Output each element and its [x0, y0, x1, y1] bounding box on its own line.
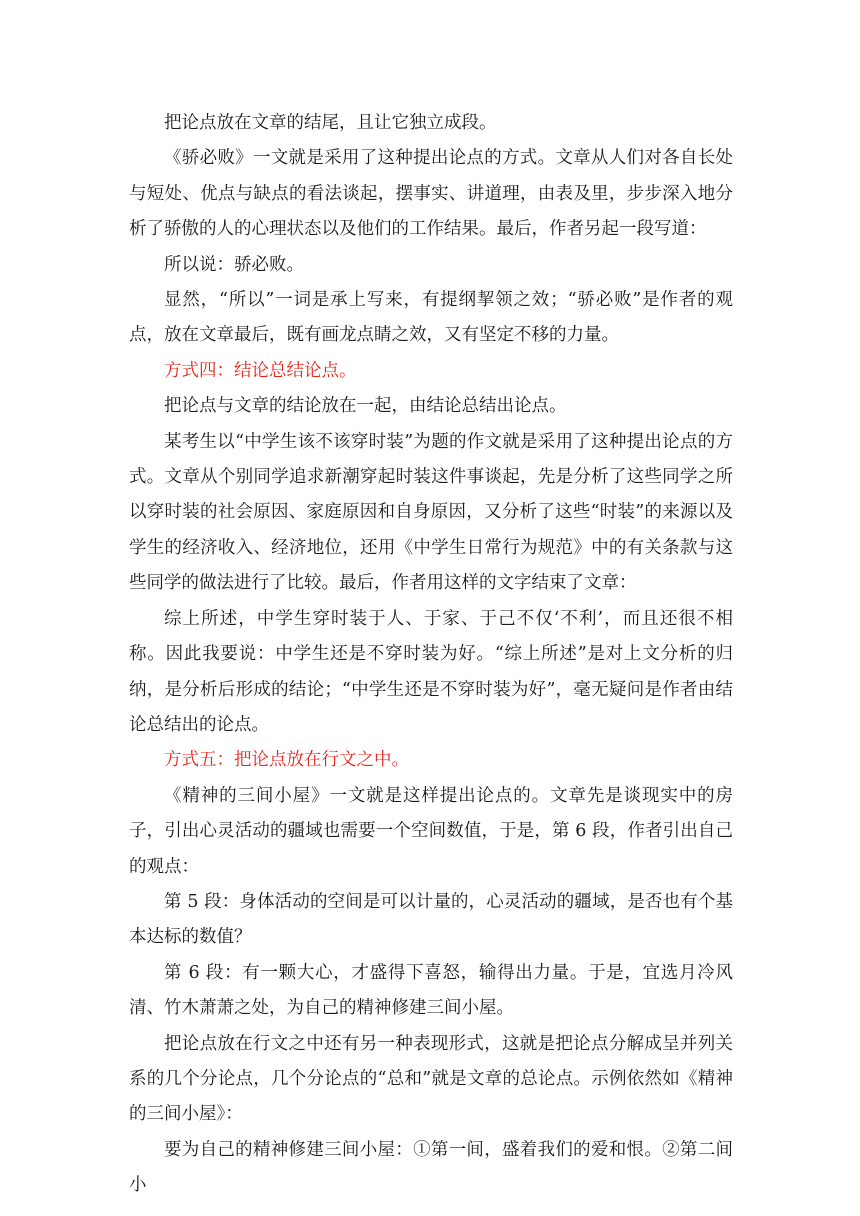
section-heading-method-four: 方式四：结论总结论点。 — [164, 360, 357, 381]
paragraph-sub-arguments-explanation: 把论点放在行文之中还有另一种表现形式，这就是把论点分解成呈并列关系的几个分论点，几个分论点的“总和”就是文章的总论点。示例依然如《精神的三间小屋》： — [129, 1033, 733, 1125]
paragraph-three-rooms-list: 要为自己的精神修建三间小屋：①第一间，盛着我们的爱和恨。②第二间小 — [129, 1139, 733, 1196]
paragraph-method-four-description: 把论点与文章的结论放在一起，由结论总结出论点。 — [164, 396, 567, 417]
paragraph-section-six-quote: 第 6 段：有一颗大心，才盛得下喜怒，输得出力量。于是，宜选月冷风清、竹木萧萧之处，为自己的精神修建三间小屋。 — [129, 962, 733, 1019]
paragraph-quote-jiao-bi-bai: 所以说：骄必败。 — [164, 254, 304, 275]
paragraph-fashion-essay-example: 某考生以“中学生该不该穿时装”为题的作文就是采用了这种提出论点的方式。文章从个别同学追求新潮穿起时装这件事谈起，先是分析了这些同学之所以穿时装的社会原因、家庭原因和自身原因，又分析了这些“时装”的来源以及学生的经济收入、经济地位，还用《中学生日常行为规范》中的有关条款与这些同学的做法进行了比较。最后，作者用这样的文字结束了文章： — [129, 431, 733, 594]
paragraph-analysis-jiao-bi-bai: 显然，“所以”一词是承上写来，有提纲挈领之效；“骄必败”是作者的观点，放在文章最后，既有画龙点睛之效，又有坚定不移的力量。 — [129, 290, 733, 346]
section-heading-method-five: 方式五：把论点放在行文之中。 — [164, 750, 409, 771]
paragraph-fashion-essay-conclusion: 综上所述，中学生穿时装于人、于家、于己不仅‘不利’，而且还很不相称。因此我要说：中学生还是不穿时装为好。“综上所述”是对上文分析的归纳，是分析后形成的结论；“中学生还是不穿时装为好”，毫无疑问是作者由结论总结出的论点。 — [129, 608, 733, 735]
paragraph-jiao-bi-bai-example: 《骄必败》一文就是采用了这种提出论点的方式。文章从人们对各自长处与短处、优点与缺点的看法谈起，摆事实、讲道理，由表及里，步步深入地分析了骄傲的人的心理状态以及他们的工作结果。最后，作者另起一段写道： — [129, 148, 733, 240]
document-body — [129, 106, 733, 1204]
paragraph-three-rooms-example: 《精神的三间小屋》一文就是这样提出论点的。文章先是谈现实中的房子，引出心灵活动的疆域也需要一个空间数值，于是，第 6 段，作者引出自己的观点： — [129, 785, 733, 877]
paragraph-conclusion-placement: 把论点放在文章的结尾，且让它独立成段。 — [164, 113, 497, 133]
paragraph-section-five-quote: 第 5 段：身体活动的空间是可以计量的，心灵活动的疆域，是否也有个基本达标的数值？ — [129, 891, 733, 948]
